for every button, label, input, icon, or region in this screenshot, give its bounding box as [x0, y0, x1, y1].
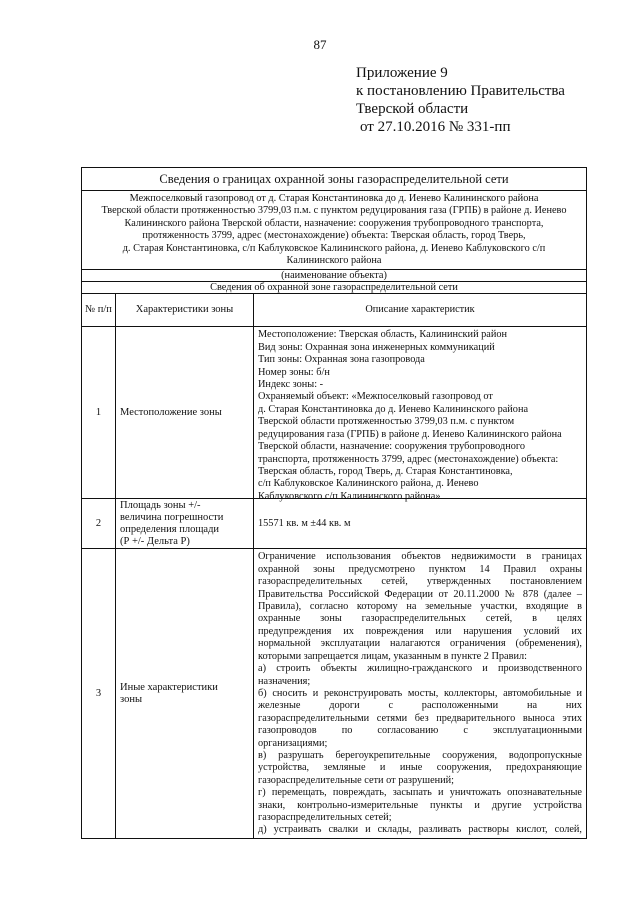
appendix-heading — [356, 64, 565, 136]
appendix-title: Приложение 9 — [356, 65, 448, 81]
restriction-item-b: железные дороги с расположенными на них — [258, 700, 582, 712]
section-title: Сведения об охранной зоне газораспределительной сети — [82, 281, 586, 293]
object-description-line: д. Старая Константиновка, с/п Каблуковское Калининского района, д. Иенево Каблуковского с/п — [122, 242, 546, 254]
description-line: Тверская область, город Тверь, д. Старая Константиновка, — [258, 465, 513, 477]
page-number: 87 — [313, 37, 327, 52]
characteristic-line: зоны — [120, 693, 143, 705]
description-line: Тверской области протяженностью 3799,03 п.м. с пунктом — [258, 416, 515, 428]
restriction-line: охранные зоны газораспределительных сетей, в целях — [258, 613, 582, 625]
table-row — [82, 326, 586, 502]
description-line: Вид зоны: Охранная зона инженерных коммуникаций — [258, 341, 495, 353]
restriction-item-a: а) строить объекты жилищно-гражданского и производственного — [258, 663, 582, 675]
restriction-item-d: газораспределительных сетей; — [258, 811, 392, 823]
appendix-date: от 27.10.2016 № 331-пп — [360, 119, 511, 135]
row-description — [254, 549, 586, 838]
description-line: транспорта, протяженность 3799, адрес (местонахождение) объекта: — [258, 453, 559, 465]
object-description-line: Калининского района — [286, 255, 382, 267]
characteristic-line: величина погрешности — [120, 511, 224, 523]
restriction-item-b: газораспределительными сетями без предварительного выноса этих — [258, 712, 582, 724]
characteristic-line: Площадь зоны +/- — [120, 499, 201, 511]
restriction-line: газораспределительных сетей, утвержденных постановлением — [258, 576, 582, 588]
area-value: 15571 кв. м ±44 кв. м — [258, 517, 351, 529]
description-line: д. Старая Константиновка до д. Иенево Калининского района — [258, 403, 529, 415]
restriction-item-c: в) разрушать берегоукрепительные сооружения, водопропускные — [258, 749, 582, 761]
restriction-line: Ограничение использования объектов недвижимости в границах — [258, 551, 582, 563]
table-row — [82, 498, 586, 548]
characteristic-line: (Р +/- Дельта Р) — [120, 535, 190, 547]
row-number: 2 — [82, 499, 116, 548]
restriction-item-d: знаки, контрольно-измерительные пункты и другие устройства — [258, 799, 582, 811]
description-line: Охраняемый объект: «Межпоселковый газопровод от — [258, 391, 493, 403]
header-description: Описание характеристик — [365, 304, 475, 316]
row-description — [254, 327, 586, 502]
table-title: Сведения о границах охранной зоны газораспределительной сети — [159, 172, 509, 186]
restriction-item-b: организациями; — [258, 737, 328, 749]
restriction-item-b: б) сносить и реконструировать мосты, коллекторы, автомобильные и — [258, 687, 582, 699]
object-description-line: протяженность 3799, адрес (местонахождение) объекта: Тверская область, город Тверь, — [142, 230, 526, 242]
header-characteristic: Характеристики зоны — [116, 294, 254, 326]
object-description-line: Межпоселковый газопровод от д. Старая Константиновка до д. Иенево Калининского района — [129, 193, 539, 204]
restriction-item-e: д) устраивать свалки и склады, разливать растворы кислот, солей, — [258, 824, 582, 836]
description-line: Каблуковского с/п Калининского района» — [258, 490, 441, 502]
restriction-line: Правила), согласно которому на земельные участки, входящие в — [258, 601, 582, 613]
object-description-line: Калининского района Тверской области, назначение: сооружения трубопроводного транспорта, — [124, 217, 544, 229]
row-number: 1 — [82, 327, 116, 498]
appendix-resolution: к постановлению Правительства — [356, 83, 565, 99]
restriction-line: предупреждения их повреждения или нарушения условий их — [258, 625, 582, 637]
description-line: Местоположение: Тверская область, Калининский район — [258, 329, 508, 341]
description-line: с/п Каблуковское Калининского района, д. Иенево — [258, 478, 479, 490]
restriction-item-a: назначения; — [258, 675, 311, 687]
row-characteristic: Местоположение зоны — [116, 327, 254, 498]
zone-info-table — [81, 167, 587, 839]
restriction-item-c: газораспределительные сети от разрушений; — [258, 774, 455, 786]
restriction-line: Правительства Российской Федерации от 20.11.2000 № 878 (далее – — [258, 588, 582, 600]
description-line: Тверской области, назначение: сооружения трубопроводного — [258, 441, 526, 453]
description-line: редуцирования газа (ГРПБ) в районе д. Иенево Калининского района — [258, 428, 562, 440]
restriction-item-d: г) перемещать, повреждать, засыпать и уничтожать опознавательные — [258, 787, 582, 799]
row-characteristic — [116, 549, 254, 838]
restriction-item-c: устройства, земляные и иные сооружения, предохраняющие — [258, 762, 582, 774]
restriction-line: нормальной эксплуатации налагаются ограничения (обременения), — [258, 638, 582, 650]
description-line: Индекс зоны: - — [258, 379, 324, 391]
row-number: 3 — [82, 549, 116, 838]
table-header-row — [82, 293, 586, 326]
description-line: Номер зоны: б/н — [258, 366, 330, 378]
characteristic-line: Иные характеристики — [120, 681, 218, 693]
table-row — [82, 548, 586, 838]
description-line: Тип зоны: Охранная зона газопровода — [258, 354, 425, 366]
restriction-line: которыми запрещается лицам, указанным в пункте 2 Правил: — [258, 650, 527, 662]
row-characteristic — [116, 499, 254, 548]
object-caption: (наименование объекта) — [82, 269, 586, 281]
object-description-line: Тверской области протяженностью 3799,03 п.м. с пунктом редуцирования газа (ГРПБ) в районе д. Иенево — [101, 205, 567, 217]
object-description — [82, 190, 586, 269]
appendix-region: Тверской области — [356, 101, 469, 117]
restriction-item-b: газопроводов по согласованию с эксплуатационными — [258, 725, 582, 737]
characteristic-line: определения площади — [120, 523, 220, 535]
restriction-line: охранной зоны предусмотрено пунктом 14 Правил охраны — [258, 563, 582, 575]
header-number: № п/п — [82, 294, 116, 326]
